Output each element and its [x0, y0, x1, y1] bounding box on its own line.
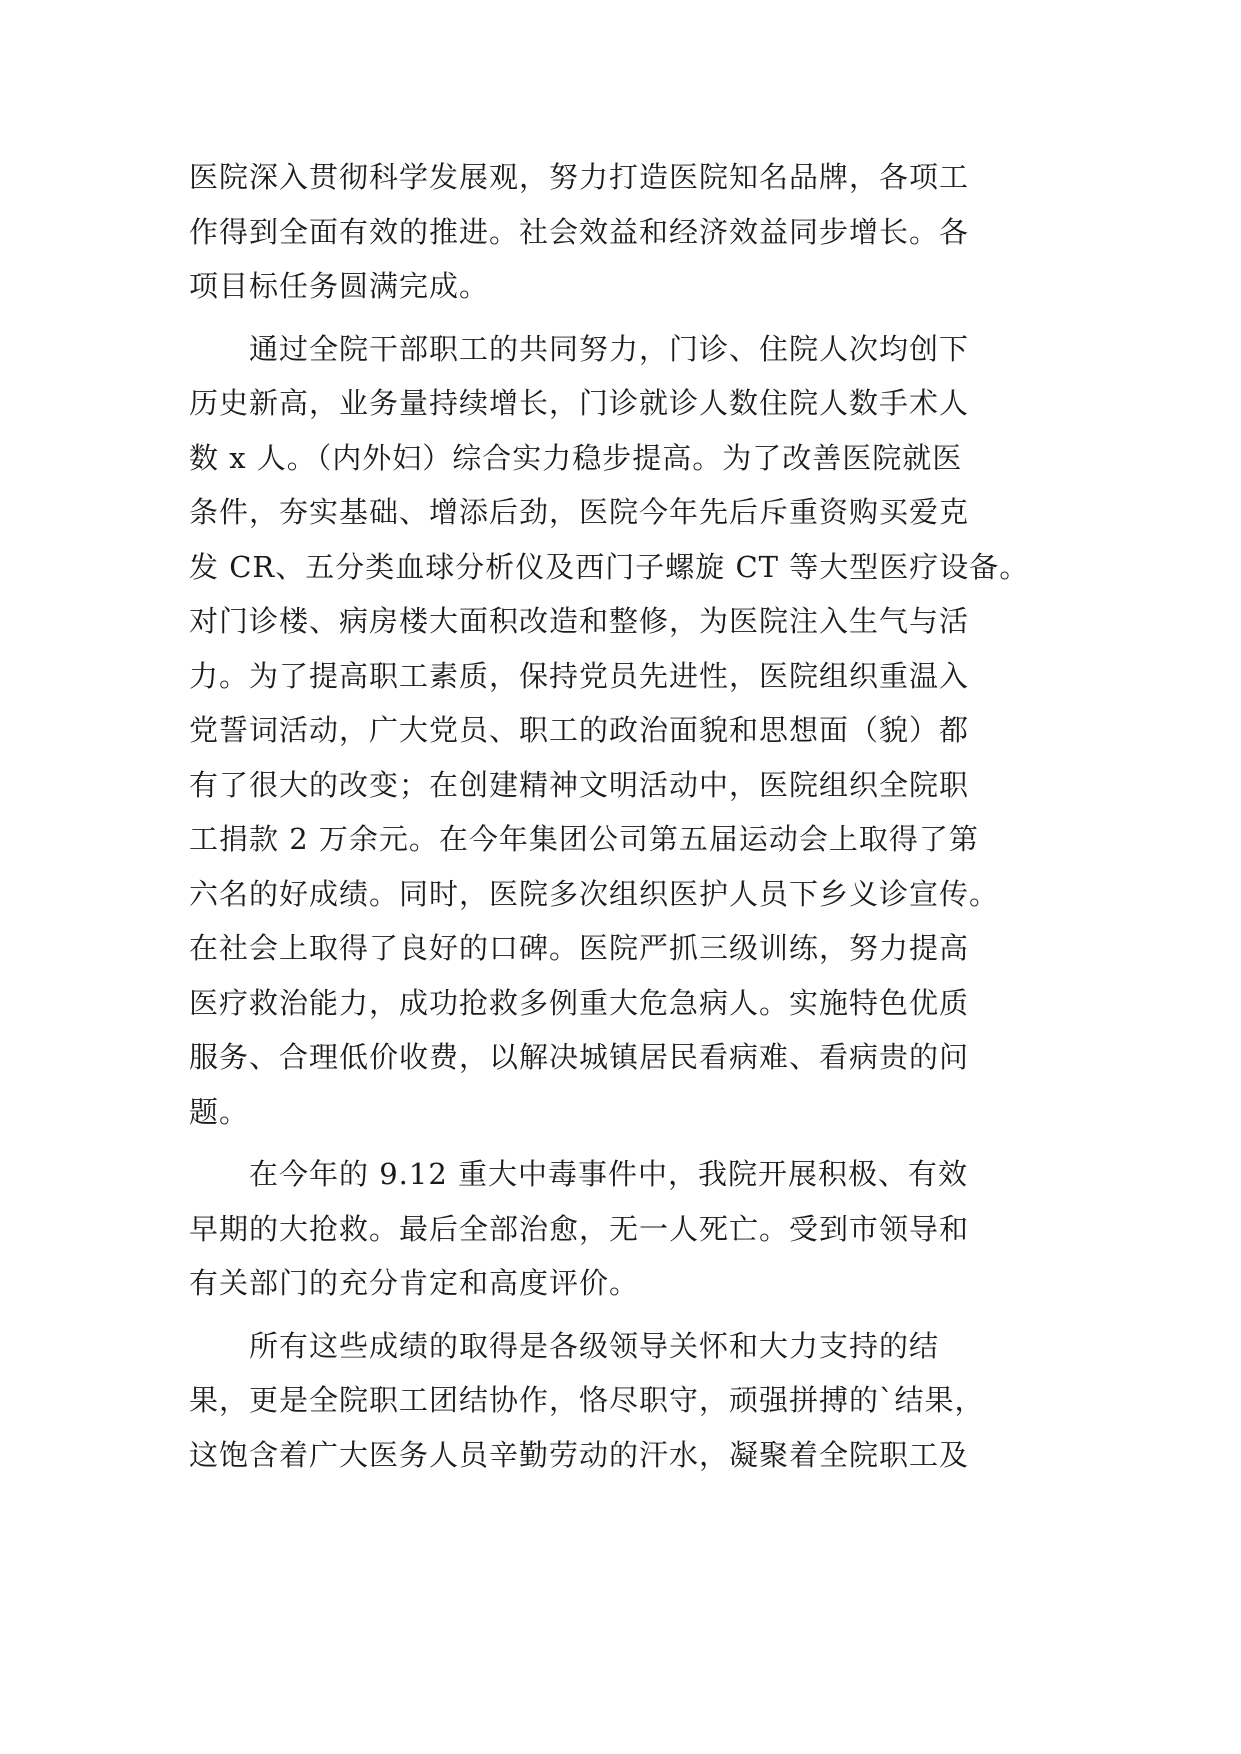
text-line: 项目标任务圆满完成。	[189, 269, 490, 303]
text-line: 条件，夯实基础、增添后劲，医院今年先后斥重资购买爱克	[189, 495, 970, 529]
text-line: 历史新高，业务量持续增长，门诊就诊人数住院人数手术人	[189, 386, 970, 420]
text-line: 医院深入贯彻科学发展观，努力打造医院知名品牌，各项工	[189, 160, 970, 194]
text-line: 服务、合理低价收费，以解决城镇居民看病难、看病贵的问	[189, 1040, 970, 1074]
text-line: 早期的大抢救。最后全部治愈，无一人死亡。受到市领导和	[189, 1211, 970, 1246]
text-line: 题。	[189, 1094, 250, 1129]
text-line: 有关部门的充分肯定和高度评价。	[189, 1266, 640, 1300]
text-line: 数 x 人。（内外妇）综合实力稳步提高。为了改善医院就医	[189, 440, 963, 475]
body-text	[189, 150, 1069, 1482]
text-line: 在今年的 9.12 重大中毒事件中，我院开展积极、有效	[189, 1157, 969, 1191]
text-line: 发 CR、五分类血球分析仪及西门子螺旋 CT 等大型医疗设备。	[189, 549, 1030, 584]
text-line: 对门诊楼、病房楼大面积改造和整修，为医院注入生气与活	[189, 604, 970, 638]
text-line: 在社会上取得了良好的口碑。医院严抓三级训练，努力提高	[189, 931, 970, 965]
text-line: 这饱含着广大医务人员辛勤劳动的汗水，凝聚着全院职工及	[189, 1437, 970, 1472]
text-line: 医疗救治能力，成功抢救多例重大危急病人。实施特色优质	[189, 985, 970, 1020]
text-line: 果，更是全院职工团结协作，恪尽职守，顽强拼搏的`结果，	[189, 1383, 985, 1417]
text-line: 所有这些成绩的取得是各级领导关怀和大力支持的结	[189, 1328, 940, 1363]
text-line: 工捐款 2 万余元。在今年集团公司第五届运动会上取得了第	[189, 822, 979, 856]
text-line: 六名的好成绩。同时，医院多次组织医护人员下乡义诊宣传。	[189, 876, 1000, 911]
text-line: 力。为了提高职工素质，保持党员先进性，医院组织重温入	[189, 658, 970, 693]
text-line: 党誓词活动，广大党员、职工的政治面貌和思想面（貌）都	[189, 713, 970, 747]
text-line: 有了很大的改变；在创建精神文明活动中，医院组织全院职	[189, 767, 970, 802]
text-line: 作得到全面有效的推进。社会效益和经济效益同步增长。各	[189, 214, 970, 249]
text-line: 通过全院干部职工的共同努力，门诊、住院人次均创下	[189, 331, 970, 366]
